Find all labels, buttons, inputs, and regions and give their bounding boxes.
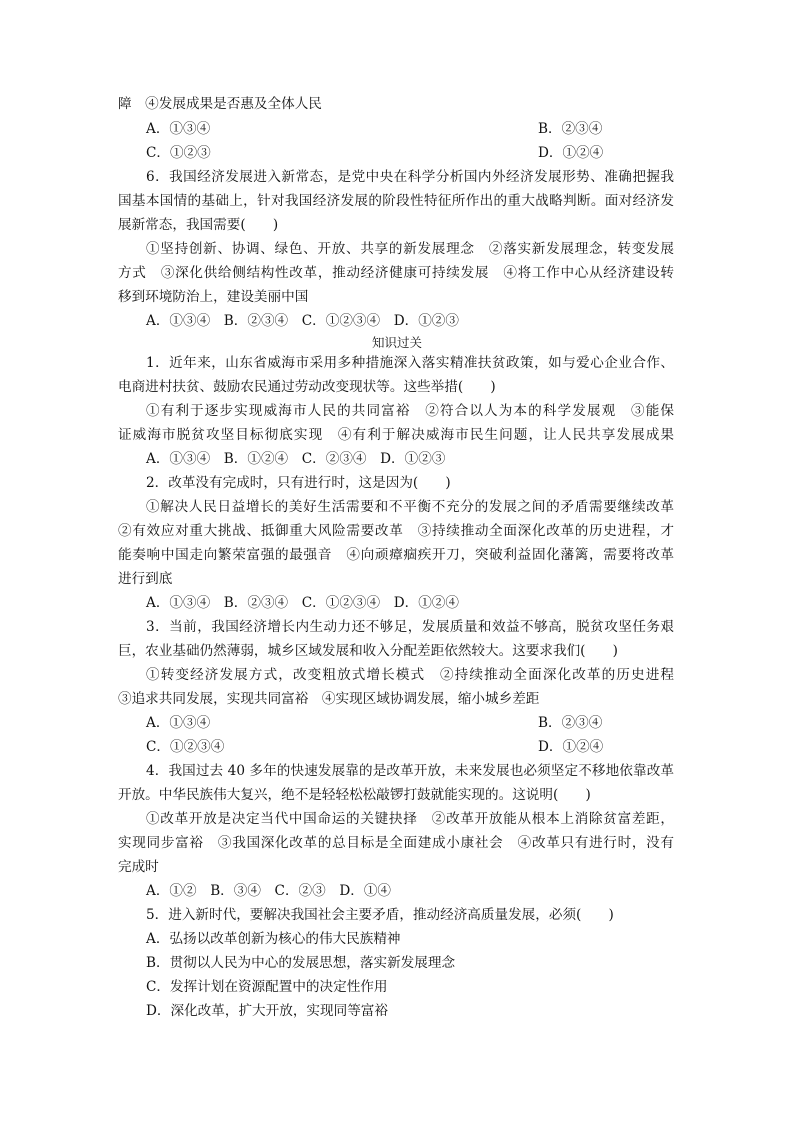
q4-item-line: 实现同步富裕 ③我国深化改革的总目标是全面建成小康社会 ④改革只有进行时，没有 (118, 835, 674, 851)
prev-option-c: C．①②③ (146, 145, 211, 161)
q3-option-d: D．①②④ (538, 739, 604, 755)
q3-item-line: ③追求共同发展，实现共同富裕 ④实现区域协调发展，缩小城乡差距 (118, 691, 540, 707)
q3-stem-line: 巨，农业基础仍然薄弱，城乡区域发展和收入分配差距依然较大。这要求我们( ) (118, 643, 618, 659)
q1-options: A．①③④ B．①②④ C．②③④ D．①②③ (146, 451, 446, 467)
q5-stem: 5．进入新时代，要解决我国社会主要矛盾，推动经济高质量发展，必须( ) (146, 907, 614, 923)
q3-item-line: ①转变经济发展方式，改变粗放式增长模式 ②持续推动全面深化改革的历史进程 (146, 667, 674, 683)
q6-stem-line: 展新常态，我国需要( ) (118, 217, 279, 233)
prev-option-d: D．①②④ (538, 145, 604, 161)
q5-option-b: B．贯彻以人民为中心的发展思想，落实新发展理念 (146, 955, 456, 971)
q6-item-line: 移到环境防治上，建设美丽中国 (118, 289, 309, 305)
q1-stem-line: 电商进村扶贫、鼓励农民通过劳动改变现状等。这些举措( ) (118, 379, 496, 395)
q3-option-c: C．①②③④ (146, 739, 225, 755)
q5-option-c: C．发挥计划在资源配置中的决定性作用 (146, 979, 388, 995)
q6-item-line: 方式 ③深化供给侧结构性改革，推动经济健康可持续发展 ④将工作中心从经济建设转 (118, 265, 674, 281)
prev-option-a: A．①③④ (146, 121, 211, 137)
q1-item-line: 证威海市脱贫攻坚目标彻底实现 ④有利于解决威海市民生问题，让人民共享发展成果 (118, 427, 674, 443)
q3-option-a: A．①③④ (146, 715, 211, 731)
q5-option-a: A．弘扬以改革创新为核心的伟大民族精神 (146, 931, 401, 947)
q2-item-line: ①解决人民日益增长的美好生活需要和不平衡不充分的发展之间的矛盾需要继续改革 (146, 499, 674, 515)
q4-item-line: 完成时 (118, 859, 159, 875)
prev-question-tail: 障 ④发展成果是否惠及全体人民 (118, 96, 322, 112)
q2-item-line: 进行到底 (118, 571, 173, 587)
q6-stem-line: 国基本国情的基础上，针对我国经济发展的阶段性特征所作出的重大战略判断。面对经济发 (118, 193, 674, 209)
q3-option-b: B．②③④ (538, 715, 603, 731)
q2-item-line: ②有效应对重大挑战、抵御重大风险需要改革 ③持续推动全面深化改革的历史进程，才 (118, 523, 674, 539)
prev-option-b: B．②③④ (538, 121, 603, 137)
section-title: 知识过关 (371, 335, 422, 350)
q2-stem: 2．改革没有完成时，只有进行时，这是因为( ) (146, 475, 451, 491)
q2-item-line: 能奏响中国走向繁荣富强的最强音 ④向顽瘴痼疾开刀，突破利益固化藩篱，需要将改革 (118, 547, 674, 563)
q3-stem-line: 3．当前，我国经济增长内生动力还不够足，发展质量和效益不够高，脱贫攻坚任务艰 (146, 619, 674, 635)
q4-options: A．①② B．③④ C．②③ D．①④ (146, 883, 392, 899)
q1-stem-line: 1．近年来，山东省威海市采用多种措施深入落实精准扶贫政策，如与爱心企业合作、 (146, 355, 674, 371)
q5-option-d: D．深化改革，扩大开放，实现同等富裕 (146, 1003, 388, 1019)
q6-stem-line: 6．我国经济发展进入新常态，是党中央在科学分析国内外经济发展形势、准确把握我 (146, 169, 674, 185)
q2-options: A．①③④ B．②③④ C．①②③④ D．①②④ (146, 595, 459, 611)
q6-item-line: ①坚持创新、协调、绿色、开放、共享的新发展理念 ②落实新发展理念，转变发展 (146, 241, 674, 257)
q1-item-line: ①有利于逐步实现威海市人民的共同富裕 ②符合以人为本的科学发展观 ③能保 (146, 403, 674, 419)
q6-options: A．①③④ B．②③④ C．①②③④ D．①②③ (146, 313, 459, 329)
q4-item-line: ①改革开放是决定当代中国命运的关键抉择 ②改革开放能从根本上消除贫富差距， (146, 811, 674, 827)
q4-stem-line: 4．我国过去 40 多年的快速发展靠的是改革开放，未来发展也必须坚定不移地依靠改革 (146, 763, 674, 779)
q4-stem-line: 开放。中华民族伟大复兴，绝不是轻轻松松敲锣打鼓就能实现的。这说明( ) (118, 787, 591, 803)
